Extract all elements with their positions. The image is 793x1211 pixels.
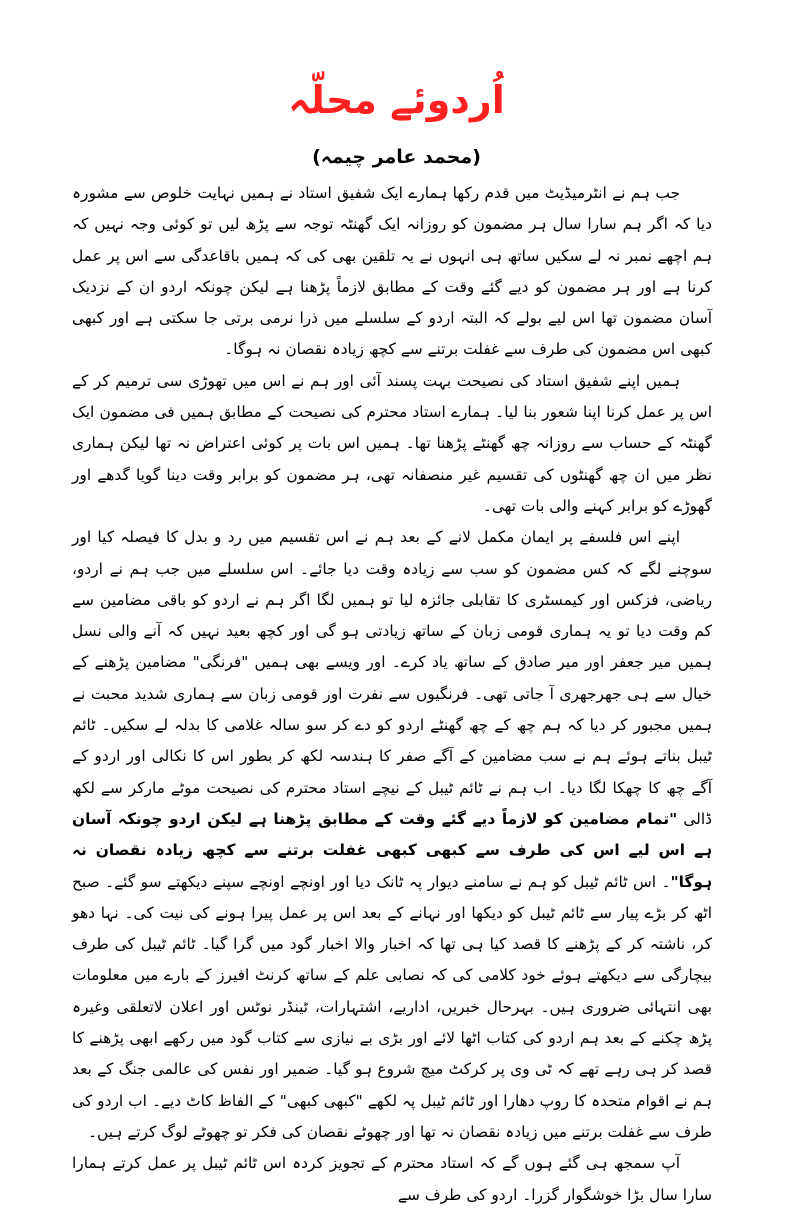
- paragraph-4: آپ سمجھ ہی گئے ہوں گے کہ استاد محترم کے تجویز کردہ اس ٹائم ٹیبل پر عمل کرتے ہمارا سارا سال بڑا خوشگوار گزرا۔ اردو کی طرف سے: [72, 1154, 712, 1204]
- paragraph-2: ہمیں اپنے شفیق استاد کی نصیحت بہت پسند آئی اور ہم نے اس میں تھوڑی سی ترمیم کر کے اس پر عمل کرنا اپنا شعور بنا لیا۔ ہمارے استاد محترم کی نصیحت کے مطابق ہمیں فی مضمون ایک گھنٹہ کے حساب سے روزانہ چھ گھنٹے پڑھنا تھا۔ ہمیں اس بات پر کوئی اعتراض نہ تھا لیکن ہماری نظر میں ان چھ گھنٹوں کی تقسیم غیر منصفانہ تھی، ہر مضمون کو برابر وقت دینا گویا گدھے اور گھوڑے کو برابر کہنے والی بات تھی۔: [72, 371, 712, 515]
- article-body: [72, 178, 712, 1211]
- paragraph-1: جب ہم نے انٹرمیڈیٹ میں قدم رکھا ہمارے ایک شفیق استاد نے ہمیں نہایت خلوص سے مشورہ دیا کہ اگر ہم سارا سال ہر مضمون کو روزانہ ایک گھنٹہ توجہ سے پڑھ لیں تو کوئی وجہ نہیں کہ ہم اچھے نمبر نہ لے سکیں ساتھ ہی انہوں نے یہ تلقین بھی کی کہ ہمیں باقاعدگی سے اس پر عمل کرنا ہے اور ہر مضمون کو دیے گئے وقت کے مطابق لازماً پڑھنا ہے لیکن چونکہ اردو ان کے نزدیک آسان مضمون تھا اس لیے بولے کہ البتہ اردو کے سلسلے میں ذرا نرمی برتی جا سکتی ہے اور کبھی کبھی اس مضمون کی طرف سے غفلت برتنے سے کچھ زیادہ نقصان نہ ہوگا۔: [72, 184, 712, 359]
- page-title: اُردوئے محلّہ: [288, 78, 505, 122]
- bold-quote: "تمام مضامین کو لازماً دیے گئے وقت کے مطابق پڑھنا ہے لیکن اردو چونکہ آسان ہے اس لیے اس کی طرف سے کبھی کبھی غفلت برتنے سے کچھ زیادہ نقصان نہ ہوگا": [72, 809, 712, 891]
- paragraph-3: [72, 522, 712, 1148]
- paragraph-3-text: اپنے اس فلسفے پر ایمان مکمل لانے کے بعد ہم نے اس تقسیم میں رد و بدل کا فیصلہ کیا اور سوچنے لگے کہ کس مضمون کو سب سے زیادہ وقت دیا جائے۔ اس سلسلے میں جب ہم نے اردو، ریاضی، فزکس اور کیمسٹری کا تقابلی جائزہ لیا تو ہمیں لگا اگر ہم نے اردو کو باقی مضامین سے کم وقت دیا تو یہ ہماری قومی زبان کے ساتھ زیادتی ہو گی اور کچھ بعید نہیں کہ آنے والی نسل ہمیں میر جعفر اور میر صادق کے ساتھ یاد کرے۔ اور ویسے بھی ہمیں "فرنگی" مضامین پڑھنے کے خیال سے ہی جھرجھری آ جاتی تھی۔ فرنگیوں سے نفرت اور قومی زبان سے ہماری شدید محبت نے ہمیں مجبور کر دیا کہ ہم چھ کے چھ گھنٹے اردو کو دے کر سو سالہ غلامی کا بدلہ لے سکیں۔ ٹائم ٹیبل بناتے ہوئے ہم نے سب مضامین کے آگے صفر کا ہندسہ لکھ کر بطور اس کا نکالی اور اردو کے آگے چھ کا چھکا لگا دیا۔ اب ہم نے ٹائم ٹیبل کے نیچے استاد محترم کی نصیحت موٹے مارکر سے لکھ ڈالی: [72, 528, 712, 828]
- author-name: (محمد عامر چیمہ): [312, 146, 481, 168]
- paragraph-3-continuation: ۔ اس ٹائم ٹیبل کو ہم نے سامنے دیوار پہ ٹانک دیا اور اونچے اونچے سپنے دیکھتے سو گئے۔ صبح اٹھ کر بڑے پیار سے ٹائم ٹیبل کو دیکھا اور نہانے کے بعد اس پر عمل پیرا ہونے کی نیت کی۔ نہا دھو کر، ناشتہ کر کے پڑھنے کا قصد کیا ہی تھا کہ اخبار والا اخبار گود میں گرا گیا۔ ٹائم ٹیبل کی طرف بیچارگی سے دیکھتے ہوئے خود کلامی کی کہ نصابی علم کے ساتھ کرنٹ افیرز کے بارے میں معلومات بھی انتہائی ضروری ہیں۔ بہرحال خبریں، اداریے، اشتہارات، ٹینڈر نوٹس اور اعلان لاتعلقی وغیرہ پڑھ چکنے کے بعد ہم اردو کی کتاب اٹھا لائے اور بڑی بے نیازی سے کتاب گود میں رکھے ابھی پڑھنے کا قصد کر ہی رہے تھے کہ ٹی وی پر کرکٹ میچ شروع ہو گیا۔ ضمیر اور نفس کی عالمی جنگ کے بعد ہم نے اقوام متحدہ کا روپ دھارا اور ٹائم ٹیبل پہ لکھے "کبھی کبھی" کے الفاظ کاٹ دیے۔ اب اردو کی طرف سے غفلت برتنے میں زیادہ نقصان نہ تھا اور چھوٹے نقصان کی فکر تو چھوٹے لوگ کرتے ہیں۔: [72, 872, 712, 1141]
